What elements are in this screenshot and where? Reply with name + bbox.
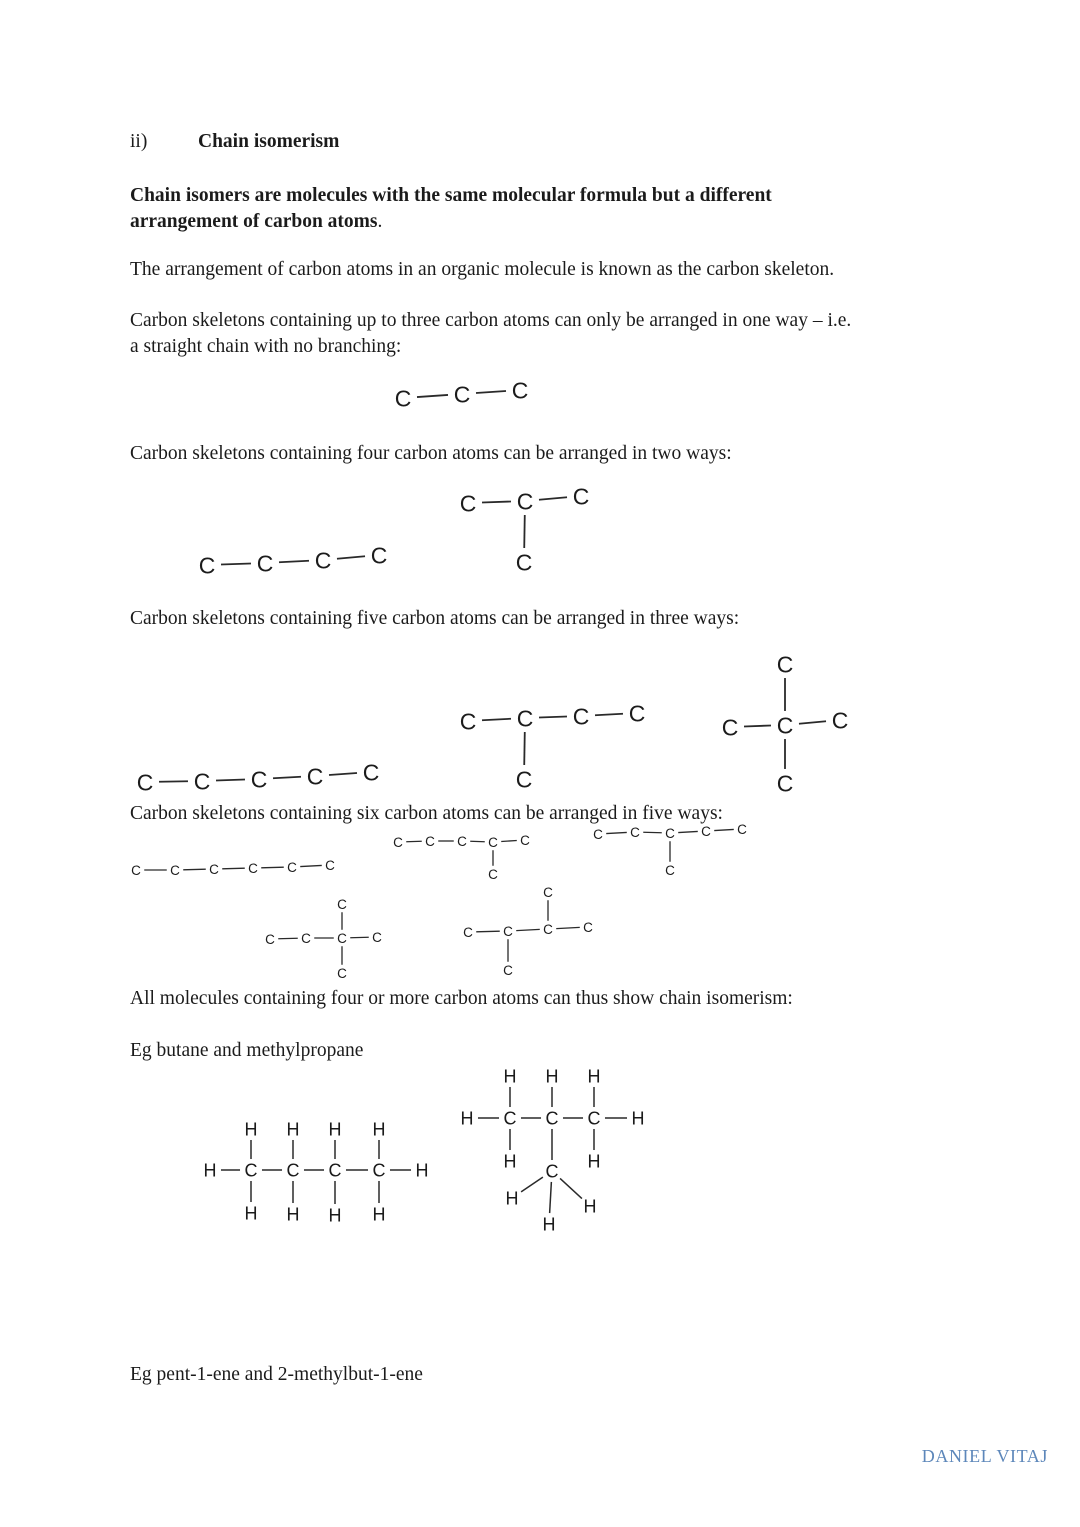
structure-butane-displayed-formula — [196, 1112, 436, 1232]
svg-text:C: C — [515, 766, 533, 793]
paragraph-four-carbons: Carbon skeletons containing four carbon atoms can be arranged in two ways: — [130, 443, 732, 464]
svg-text:C: C — [337, 896, 347, 912]
svg-text:C: C — [516, 488, 534, 515]
structure-22-dimethylbutane-skeleton — [262, 896, 387, 981]
svg-text:C: C — [209, 861, 219, 877]
structure-methylpropane-displayed-formula — [453, 1058, 653, 1238]
svg-text:C: C — [665, 825, 675, 841]
structure-methylpropane-skeleton — [455, 483, 600, 578]
svg-text:C: C — [457, 833, 467, 849]
svg-text:C: C — [488, 866, 498, 882]
svg-text:C: C — [545, 1161, 559, 1182]
author-watermark: DANIEL VITAJ — [921, 1446, 1048, 1466]
structure-methylbutane-skeleton — [455, 700, 650, 795]
svg-text:C: C — [737, 821, 747, 837]
structure-butane-skeleton — [195, 540, 395, 580]
svg-text:C: C — [665, 862, 675, 878]
svg-text:C: C — [170, 862, 180, 878]
svg-text:C: C — [488, 834, 498, 850]
svg-text:C: C — [287, 859, 297, 875]
svg-text:C: C — [314, 547, 332, 574]
svg-text:H: H — [244, 1119, 258, 1140]
svg-text:C: C — [463, 924, 473, 940]
structure-2-methylpentane-skeleton — [390, 830, 535, 882]
section-title: Chain isomerism — [198, 131, 340, 152]
svg-text:C: C — [583, 919, 593, 935]
svg-text:C: C — [370, 542, 388, 569]
svg-text:C: C — [394, 385, 412, 412]
paragraph-eg-butane: Eg butane and methylpropane — [130, 1040, 364, 1061]
svg-text:H: H — [372, 1119, 386, 1140]
intro-line-2: arrangement of carbon atoms. — [130, 211, 383, 232]
svg-text:H: H — [545, 1066, 559, 1087]
structure-23-dimethylbutane-skeleton — [460, 882, 600, 980]
svg-text:C: C — [393, 834, 403, 850]
svg-text:C: C — [630, 824, 640, 840]
svg-text:C: C — [543, 921, 553, 937]
svg-text:C: C — [372, 929, 382, 945]
svg-text:H: H — [286, 1119, 300, 1140]
svg-text:C: C — [776, 770, 794, 797]
svg-text:H: H — [542, 1214, 556, 1235]
svg-text:H: H — [631, 1108, 645, 1129]
svg-text:C: C — [244, 1160, 258, 1181]
svg-text:H: H — [286, 1204, 300, 1225]
svg-text:H: H — [587, 1066, 601, 1087]
svg-text:C: C — [587, 1108, 601, 1129]
section-number: ii) — [130, 131, 148, 152]
svg-text:C: C — [131, 862, 141, 878]
paragraph-six-carbons: Carbon skeletons containing six carbon atoms can be arranged in five ways: — [130, 803, 723, 824]
svg-text:C: C — [520, 832, 530, 848]
svg-text:H: H — [328, 1205, 342, 1226]
svg-text:C: C — [503, 962, 513, 978]
svg-text:C: C — [831, 707, 849, 734]
section-heading — [130, 131, 339, 153]
svg-text:H: H — [505, 1188, 519, 1209]
svg-text:C: C — [545, 1108, 559, 1129]
svg-text:C: C — [503, 1108, 517, 1129]
svg-text:H: H — [328, 1119, 342, 1140]
paragraph-skeleton-definition: The arrangement of carbon atoms in an organic molecule is known as the carbon skeleton. — [130, 259, 835, 280]
svg-text:C: C — [572, 483, 590, 510]
paragraph-eg-pentene: Eg pent-1-ene and 2-methylbut-1-ene — [130, 1364, 423, 1385]
structure-pentane-skeleton — [133, 757, 378, 797]
svg-text:C: C — [459, 490, 477, 517]
svg-text:C: C — [248, 860, 258, 876]
svg-text:C: C — [325, 857, 335, 873]
svg-text:C: C — [301, 930, 311, 946]
svg-text:C: C — [198, 552, 216, 579]
svg-text:C: C — [503, 923, 513, 939]
svg-text:C: C — [459, 708, 477, 735]
svg-text:C: C — [628, 700, 646, 727]
svg-text:C: C — [136, 769, 154, 796]
svg-text:C: C — [337, 930, 347, 946]
intro-line-1: Chain isomers are molecules with the same molecular formula but a different — [130, 185, 772, 206]
svg-text:C: C — [306, 763, 324, 790]
structure-dimethylpropane-skeleton — [718, 650, 853, 795]
structure-hexane-skeleton — [128, 855, 338, 881]
svg-text:C: C — [701, 823, 711, 839]
paragraph-three-carbons: Carbon skeletons containing up to three carbon atoms can only be arranged in one way – i.e. a straight chain with no branching: — [130, 310, 852, 357]
svg-text:C: C — [328, 1160, 342, 1181]
svg-text:C: C — [776, 651, 794, 678]
svg-text:H: H — [503, 1066, 517, 1087]
svg-text:C: C — [543, 884, 553, 900]
intro-bold-paragraph — [130, 183, 890, 235]
svg-text:H: H — [460, 1108, 474, 1129]
svg-text:C: C — [265, 931, 275, 947]
svg-text:H: H — [372, 1204, 386, 1225]
paragraph-chain-isomerism: All molecules containing four or more carbon atoms can thus show chain isomerism: — [130, 988, 793, 1009]
svg-text:C: C — [286, 1160, 300, 1181]
svg-text:C: C — [516, 705, 534, 732]
svg-text:C: C — [453, 381, 471, 408]
svg-text:C: C — [593, 826, 603, 842]
svg-text:H: H — [503, 1151, 517, 1172]
svg-text:H: H — [587, 1151, 601, 1172]
svg-text:H: H — [203, 1160, 217, 1181]
svg-text:C: C — [250, 766, 268, 793]
svg-text:C: C — [362, 759, 380, 786]
svg-text:H: H — [583, 1196, 597, 1217]
paragraph-five-carbons: Carbon skeletons containing five carbon atoms can be arranged in three ways: — [130, 608, 740, 629]
svg-text:H: H — [415, 1160, 429, 1181]
svg-text:C: C — [425, 833, 435, 849]
svg-text:C: C — [337, 965, 347, 981]
svg-text:C: C — [721, 714, 739, 741]
svg-text:C: C — [776, 712, 794, 739]
svg-text:C: C — [193, 768, 211, 795]
svg-text:C: C — [256, 550, 274, 577]
svg-text:H: H — [244, 1203, 258, 1224]
structure-propane-skeleton — [390, 375, 540, 415]
svg-text:C: C — [515, 549, 533, 576]
structure-3-methylpentane-skeleton — [590, 820, 750, 880]
svg-text:C: C — [511, 377, 529, 404]
svg-text:C: C — [372, 1160, 386, 1181]
svg-text:C: C — [572, 703, 590, 730]
